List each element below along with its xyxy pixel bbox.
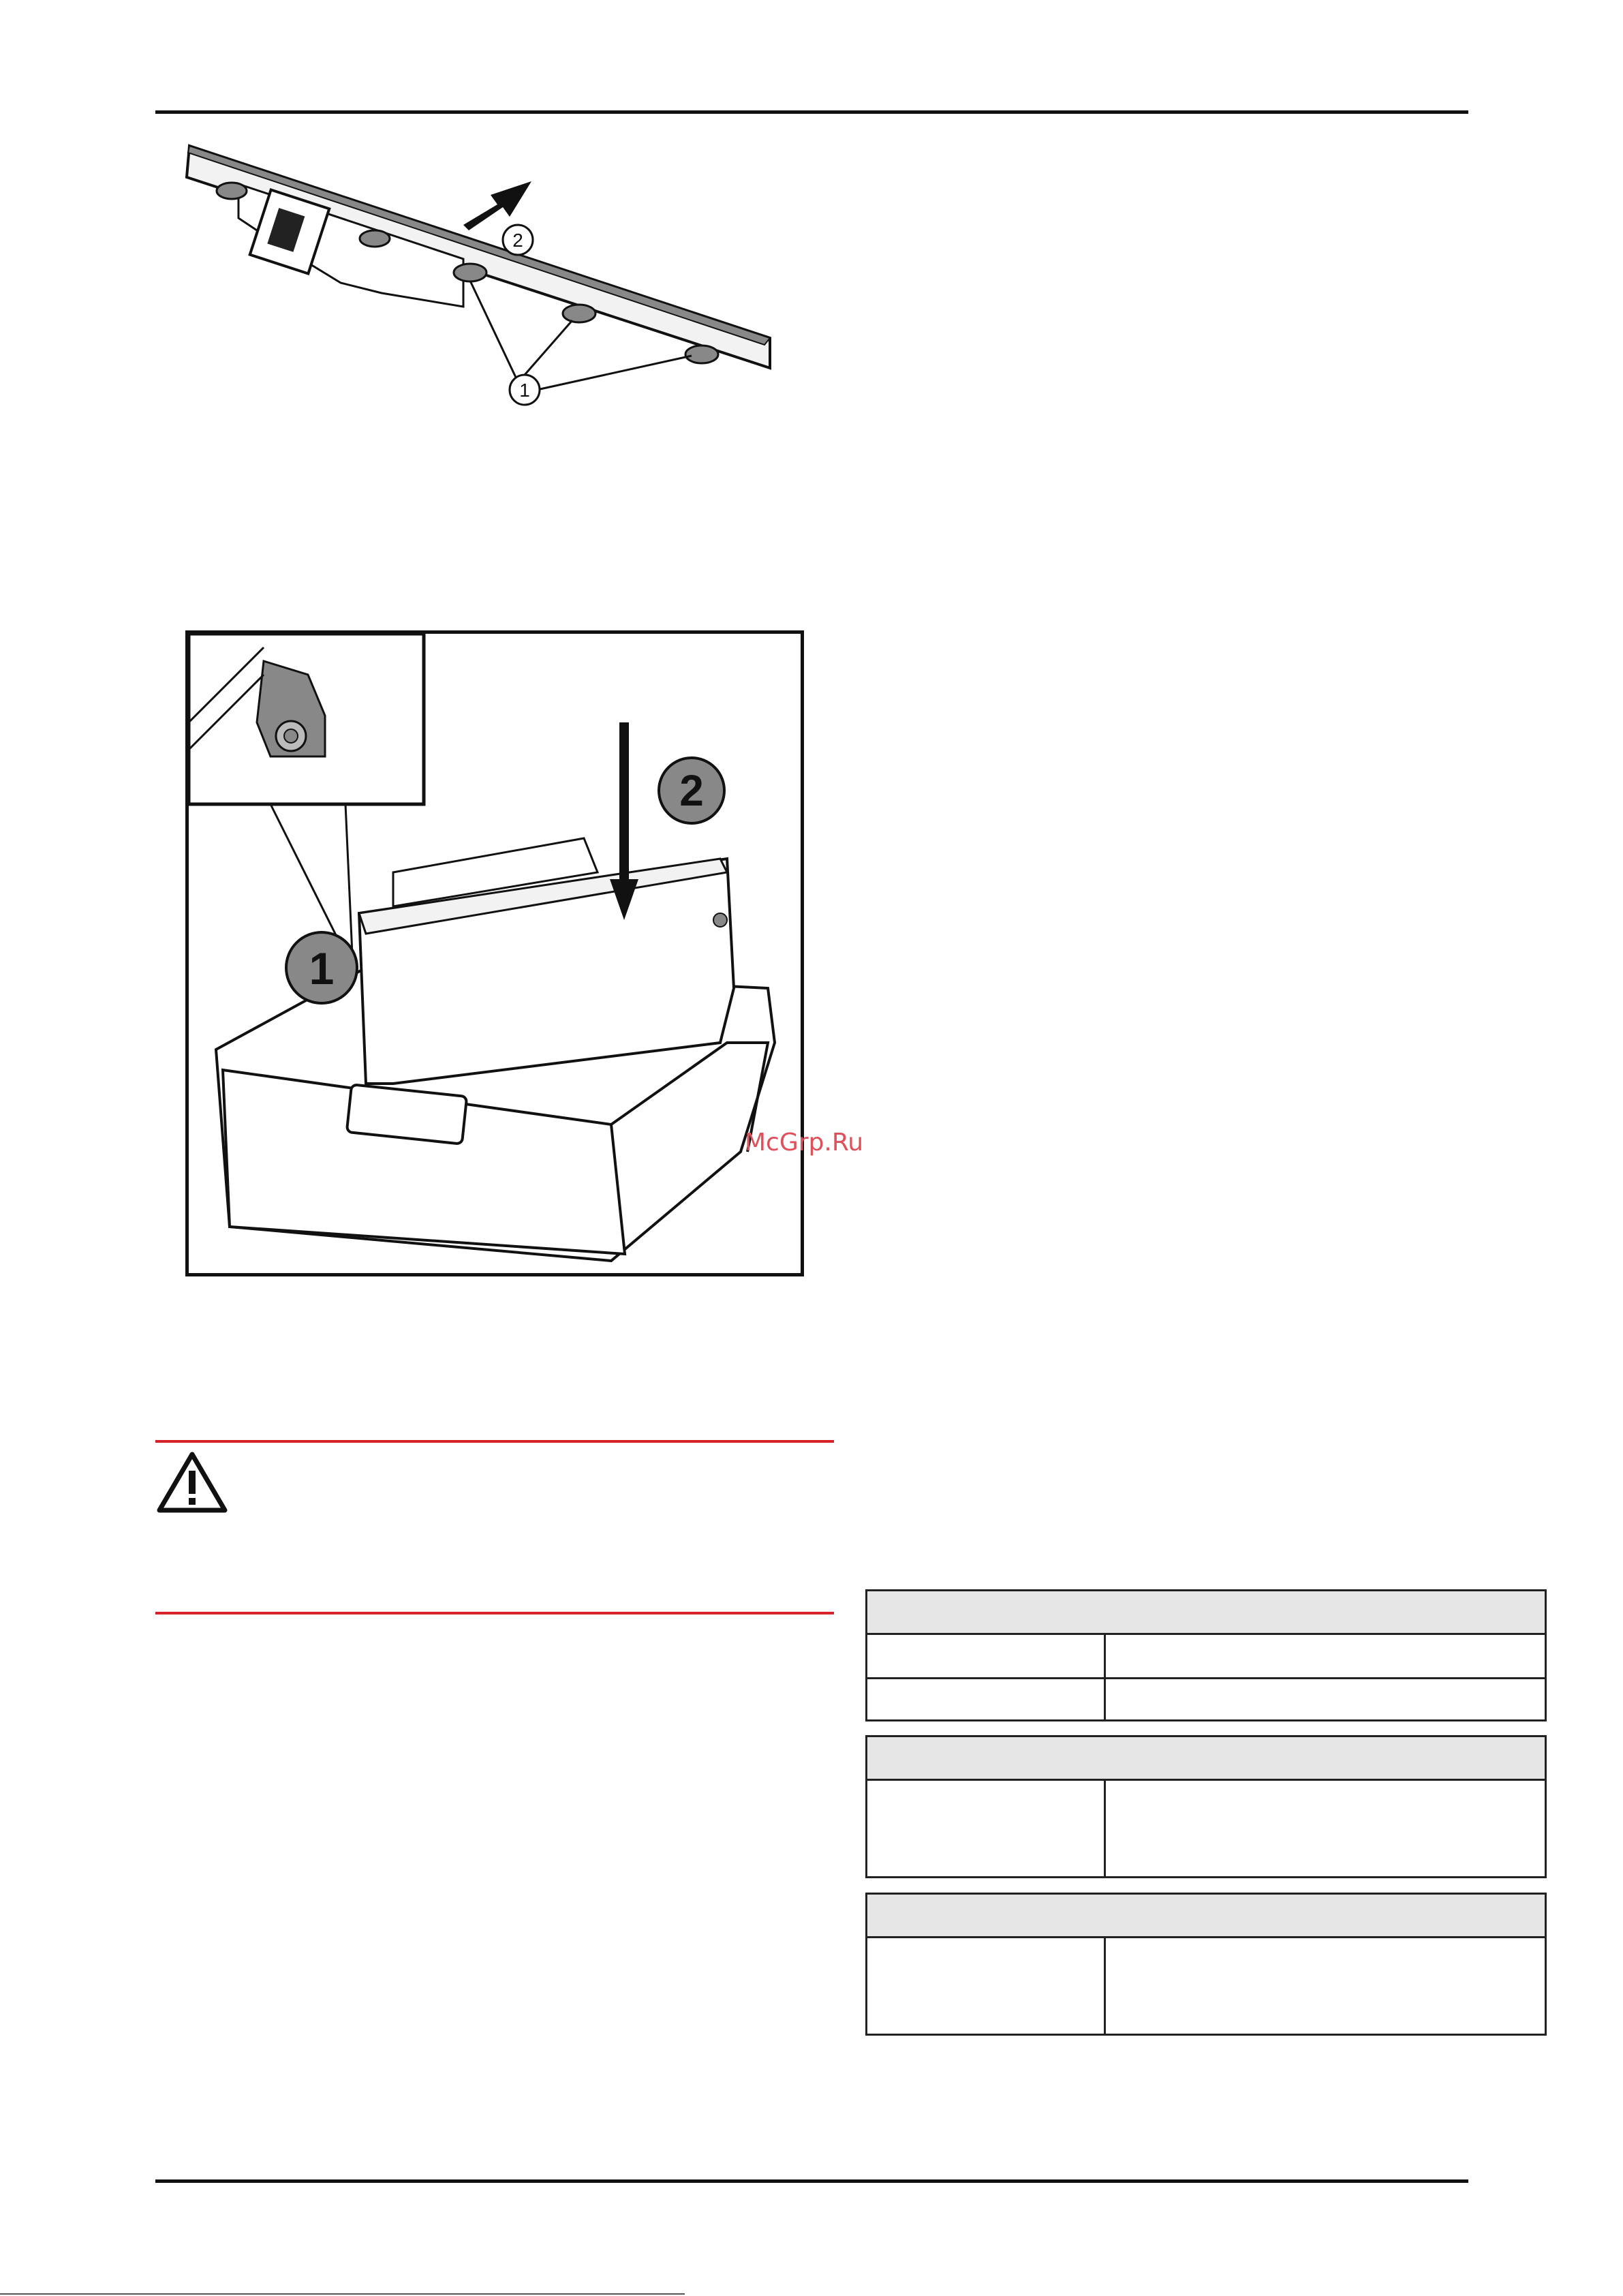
table-row (867, 1781, 1545, 1876)
warning-bottom-rule (155, 1612, 834, 1614)
warning-triangle-icon (157, 1450, 228, 1514)
table-cell (1106, 1781, 1545, 1876)
glide-1 (217, 183, 247, 199)
table-cell (867, 1938, 1106, 2034)
arrow-up-right-icon (463, 181, 531, 230)
table-cell (867, 1781, 1106, 1876)
table-cell (1106, 1679, 1545, 1719)
glide-2 (360, 230, 390, 247)
table-cell (1106, 1938, 1545, 2034)
shelf-illustration (177, 136, 790, 423)
table-cell (1106, 1635, 1545, 1677)
table-row (867, 1938, 1545, 2034)
callout-1-top: 1 (519, 380, 530, 401)
spec-table-3 (865, 1893, 1547, 2036)
spec-table-3-header (867, 1895, 1545, 1938)
arrow-down-icon (610, 722, 638, 920)
table-cell (867, 1635, 1106, 1677)
table-row (867, 1677, 1545, 1719)
table-cell (867, 1679, 1106, 1719)
glide-4 (563, 305, 596, 322)
spec-table-2-header (867, 1737, 1545, 1781)
warning-top-rule (155, 1440, 834, 1443)
drawer-illustration (185, 630, 804, 1276)
header-rule (155, 110, 1468, 114)
spec-table-2 (865, 1735, 1547, 1878)
watermark-text: McGrp.Ru (745, 1129, 864, 1157)
callout-2-top: 2 (512, 230, 523, 251)
glide-5 (685, 346, 718, 363)
footer-rule (155, 2179, 1468, 2183)
callout-2-main: 2 (679, 766, 704, 815)
glide-3 (454, 264, 486, 281)
spec-table-1 (865, 1589, 1547, 1721)
drawer-illustration-svg (189, 634, 801, 1273)
table-row (867, 1635, 1545, 1677)
bottom-edge-line (0, 2293, 685, 2295)
shelf-illustration-svg (177, 136, 790, 423)
callout-1-main: 1 (309, 943, 335, 994)
spec-table-1-header (867, 1591, 1545, 1635)
